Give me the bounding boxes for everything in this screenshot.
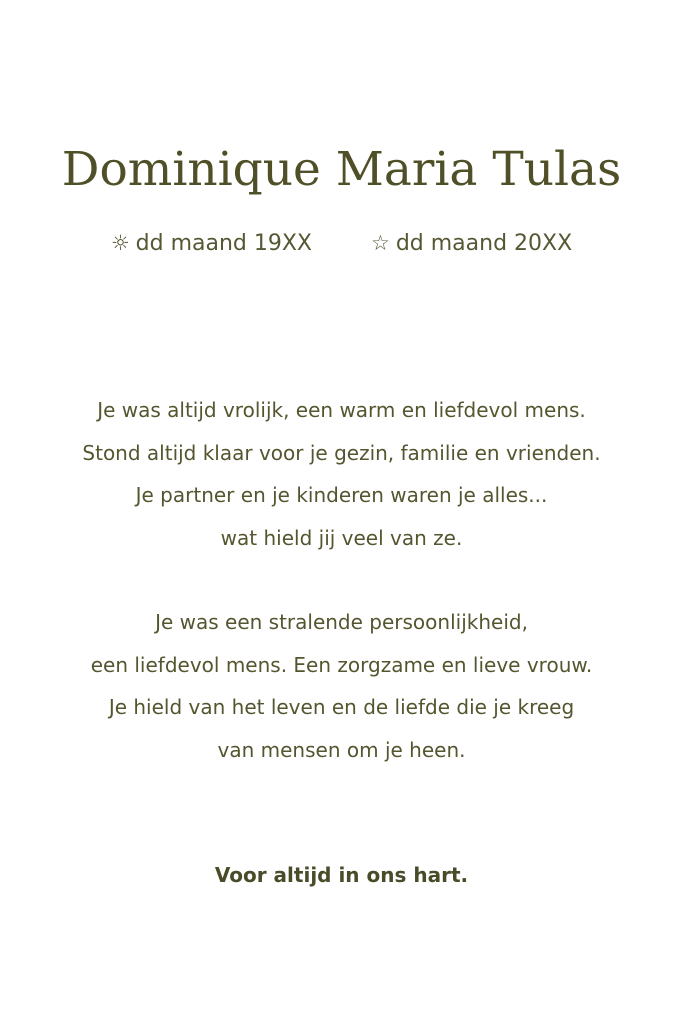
verse-line: Je was een stralende persoonlijkheid, [155,610,528,634]
deceased-name: Dominique Maria Tulas [61,142,622,197]
verse-line: van mensen om je heen. [217,737,466,762]
birth-date: dd maand 19XX [135,231,312,256]
verse-first [0,389,683,559]
verse-line: Je was altijd vrolijk, een warm en liefdevol mens. [97,398,586,422]
death-date: dd maand 20XX [395,231,573,256]
verse-line: een liefdevol mens. Een zorgzame en lieve vrouw. [90,652,593,677]
verse-line: Je partner en je kinderen waren je alles... [135,483,548,507]
verse-line: Stond altijd klaar voor je gezin, familie en vrienden. [82,440,601,465]
star-icon: ☆ [371,231,390,255]
life-dates [0,228,683,259]
verse-line: Je hield van het leven en de liefde die je kreeg [108,695,575,719]
sun-icon: ☼ [110,231,130,255]
birth-date-group [111,228,312,259]
death-date-group [371,228,572,259]
verse-second [0,601,683,771]
closing-line: Voor altijd in ons hart. [214,863,469,887]
verse-line: wat hield jij veel van ze. [220,525,463,550]
